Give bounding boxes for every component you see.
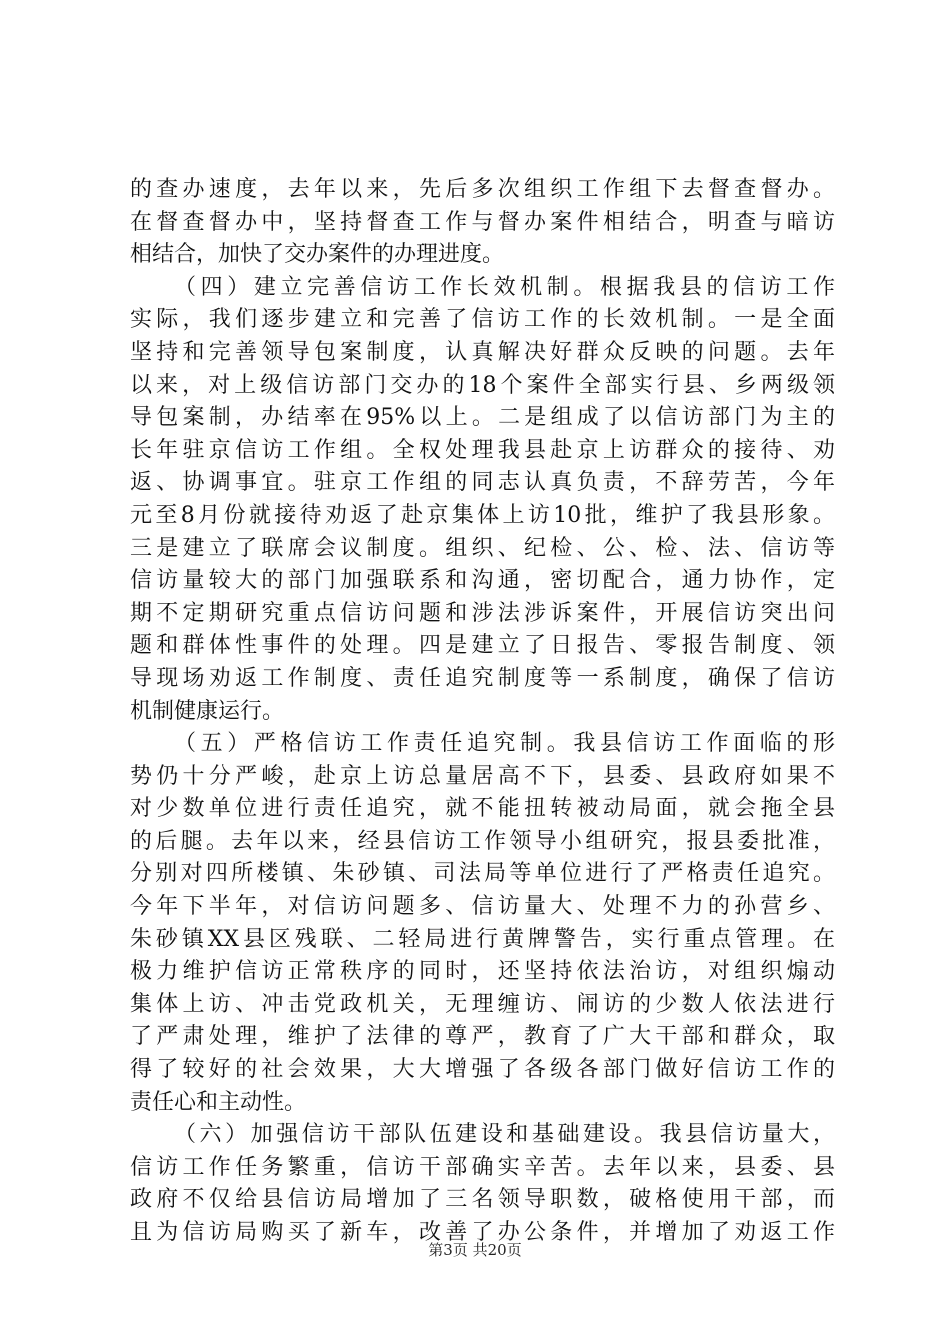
section-heading-line: （五）严格信访工作责任追究制。我县信访工作面临的形 <box>174 731 835 757</box>
text-line: 导包案制，办结率在95%以上。二是组成了以信访部门为主的 <box>130 405 835 431</box>
section-heading-line: （四）建立完善信访工作长效机制。根据我县的信访工作 <box>174 274 835 300</box>
text-line: 集体上访、冲击党政机关，无理缠访、闹访的少数人依法进行 <box>130 991 835 1017</box>
text-line: 的后腿。去年以来，经县信访工作领导小组研究，报县委批准， <box>130 828 835 854</box>
text-line: 对少数单位进行责任追究，就不能扭转被动局面，就会拖全县 <box>130 796 835 822</box>
text-line: 期不定期研究重点信访问题和涉法涉诉案件，开展信访突出问 <box>130 600 835 626</box>
text-line: 导现场劝返工作制度、责任追究制度等一系制度，确保了信访 <box>130 665 835 691</box>
text-line: 以来，对上级信访部门交办的18个案件全部实行县、乡两级领 <box>130 372 835 398</box>
section-heading-line: （六）加强信访干部队伍建设和基础建设。我县信访量大， <box>174 1122 835 1148</box>
text-line: 机制健康运行。 <box>130 698 285 724</box>
text-line: 势仍十分严峻，赴京上访总量居高不下，县委、县政府如果不 <box>130 763 835 789</box>
text-line: 信访量较大的部门加强联系和沟通，密切配合，通力协作，定 <box>130 568 835 594</box>
text-line: 了严肃处理，维护了法律的尊严，教育了广大干部和群众，取 <box>130 1024 835 1050</box>
text-line: 实际，我们逐步建立和完善了信访工作的长效机制。一是全面 <box>130 307 835 333</box>
text-line: 三是建立了联席会议制度。组织、纪检、公、检、法、信访等 <box>130 535 835 561</box>
text-line: 题和群体性事件的处理。四是建立了日报告、零报告制度、领 <box>130 633 835 659</box>
text-line: 返、协调事宜。驻京工作组的同志认真负责，不辞劳苦，今年 <box>130 470 835 496</box>
text-line: 极力维护信访正常秩序的同时，还坚持依法治访，对组织煽动 <box>130 959 835 985</box>
text-line: 坚持和完善领导包案制度，认真解决好群众反映的问题。去年 <box>130 339 835 365</box>
text-line: 政府不仅给县信访局增加了三名领导职数，破格使用干部，而 <box>130 1187 835 1213</box>
text-line: 在督查督办中，坚持督查工作与督办案件相结合，明查与暗访 <box>130 209 835 235</box>
text-line: 责任心和主动性。 <box>130 1089 307 1115</box>
text-line: 信访工作任务繁重，信访干部确实辛苦。去年以来，县委、县 <box>130 1154 835 1180</box>
text-line: 元至8月份就接待劝返了赴京集体上访10批，维护了我县形象。 <box>130 502 835 528</box>
text-line: 得了较好的社会效果，大大增强了各级各部门做好信访工作的 <box>130 1057 835 1083</box>
text-line: 朱砂镇XX县区残联、二轻局进行黄牌警告，实行重点管理。在 <box>130 926 835 952</box>
text-line: 相结合，加快了交办案件的办理进度。 <box>130 242 505 268</box>
text-line: 长年驻京信访工作组。全权处理我县赴京上访群众的接待、劝 <box>130 437 835 463</box>
text-line: 分别对四所楼镇、朱砂镇、司法局等单位进行了严格责任追究。 <box>130 861 835 887</box>
page-number-footer: 第3页 共20页 <box>428 1241 522 1259</box>
text-line: 的查办速度，去年以来，先后多次组织工作组下去督查督办。 <box>130 177 835 202</box>
body-text <box>130 174 835 1250</box>
text-line: 今年下半年，对信访问题多、信访量大、处理不力的孙营乡、 <box>130 894 835 920</box>
text-line: 且为信访局购买了新车，改善了办公条件，并增加了劝返工作 <box>130 1220 835 1245</box>
